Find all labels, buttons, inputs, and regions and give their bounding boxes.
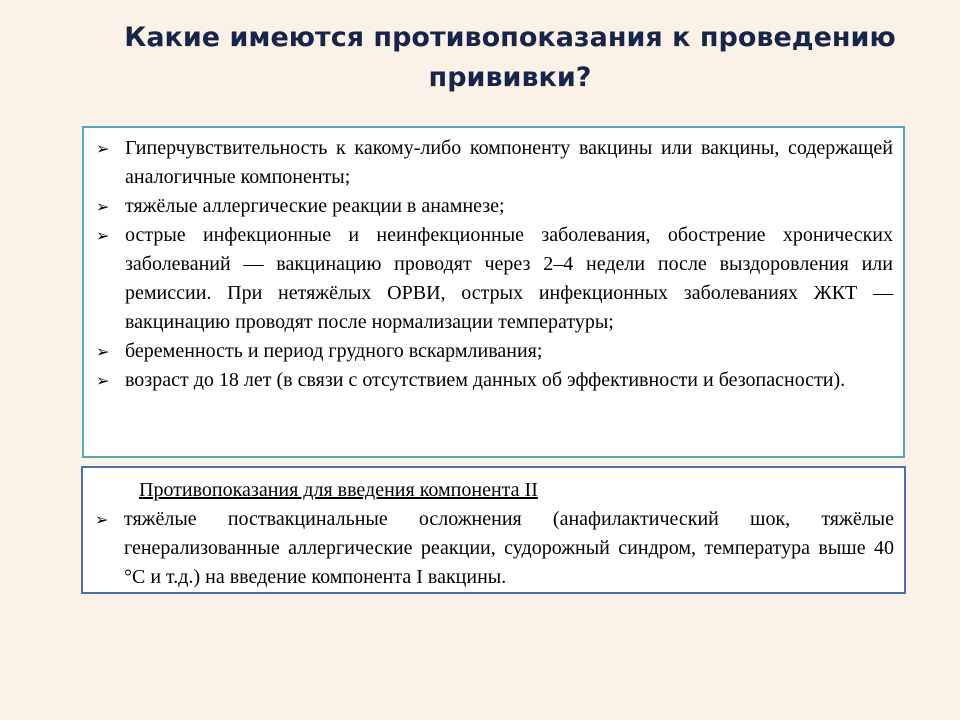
- list-item: [95, 505, 894, 592]
- list-item-text: тяжёлые аллергические реакции в анамнезе;: [125, 195, 505, 217]
- arrow-bullet-icon: ➢: [96, 371, 110, 390]
- list-item: [96, 134, 893, 192]
- list-item: [96, 337, 893, 366]
- list-item: [96, 366, 893, 395]
- arrow-bullet-icon: ➢: [96, 342, 110, 361]
- contraindications-box: [82, 126, 905, 458]
- arrow-bullet-icon: ➢: [96, 197, 110, 216]
- list-item: [96, 192, 893, 221]
- list-item-text: тяжёлые поствакцинальные осложнения (анафилактический шок, тяжёлые генерализованные аллергические реакции, судорожный синдром, температура выше 40 °С и т.д.) на введение компонента I вакцины.: [124, 508, 894, 588]
- arrow-bullet-icon: ➢: [96, 226, 110, 245]
- arrow-bullet-icon: ➢: [96, 139, 110, 158]
- component-ii-box: [81, 466, 906, 594]
- contraindications-list: [96, 134, 893, 395]
- arrow-bullet-icon: ➢: [95, 510, 109, 529]
- slide-title: Какие имеются противопоказания к проведению прививки?: [124, 22, 896, 93]
- list-item-text: беременность и период грудного вскармливания;: [125, 340, 543, 362]
- list-item: [96, 221, 893, 337]
- list-item-text: острые инфекционные и неинфекционные заболевания, обострение хронических заболеваний — вакцинацию проводят через 2–4 недели после выздоровления или ремиссии. При нетяжёлых ОРВИ, острых инфекционных заболеваниях ЖКТ — вакцинацию проводят после нормализации температуры;: [125, 224, 893, 333]
- component-ii-heading: Противопоказания для введения компонента II: [139, 479, 538, 501]
- list-item-text: Гиперчувствительность к какому-либо компоненту вакцины или вакцины, содержащей аналогичные компоненты;: [125, 137, 893, 188]
- list-item-text: возраст до 18 лет (в связи с отсутствием данных об эффективности и безопасности).: [125, 369, 846, 391]
- component-ii-list: [95, 505, 894, 592]
